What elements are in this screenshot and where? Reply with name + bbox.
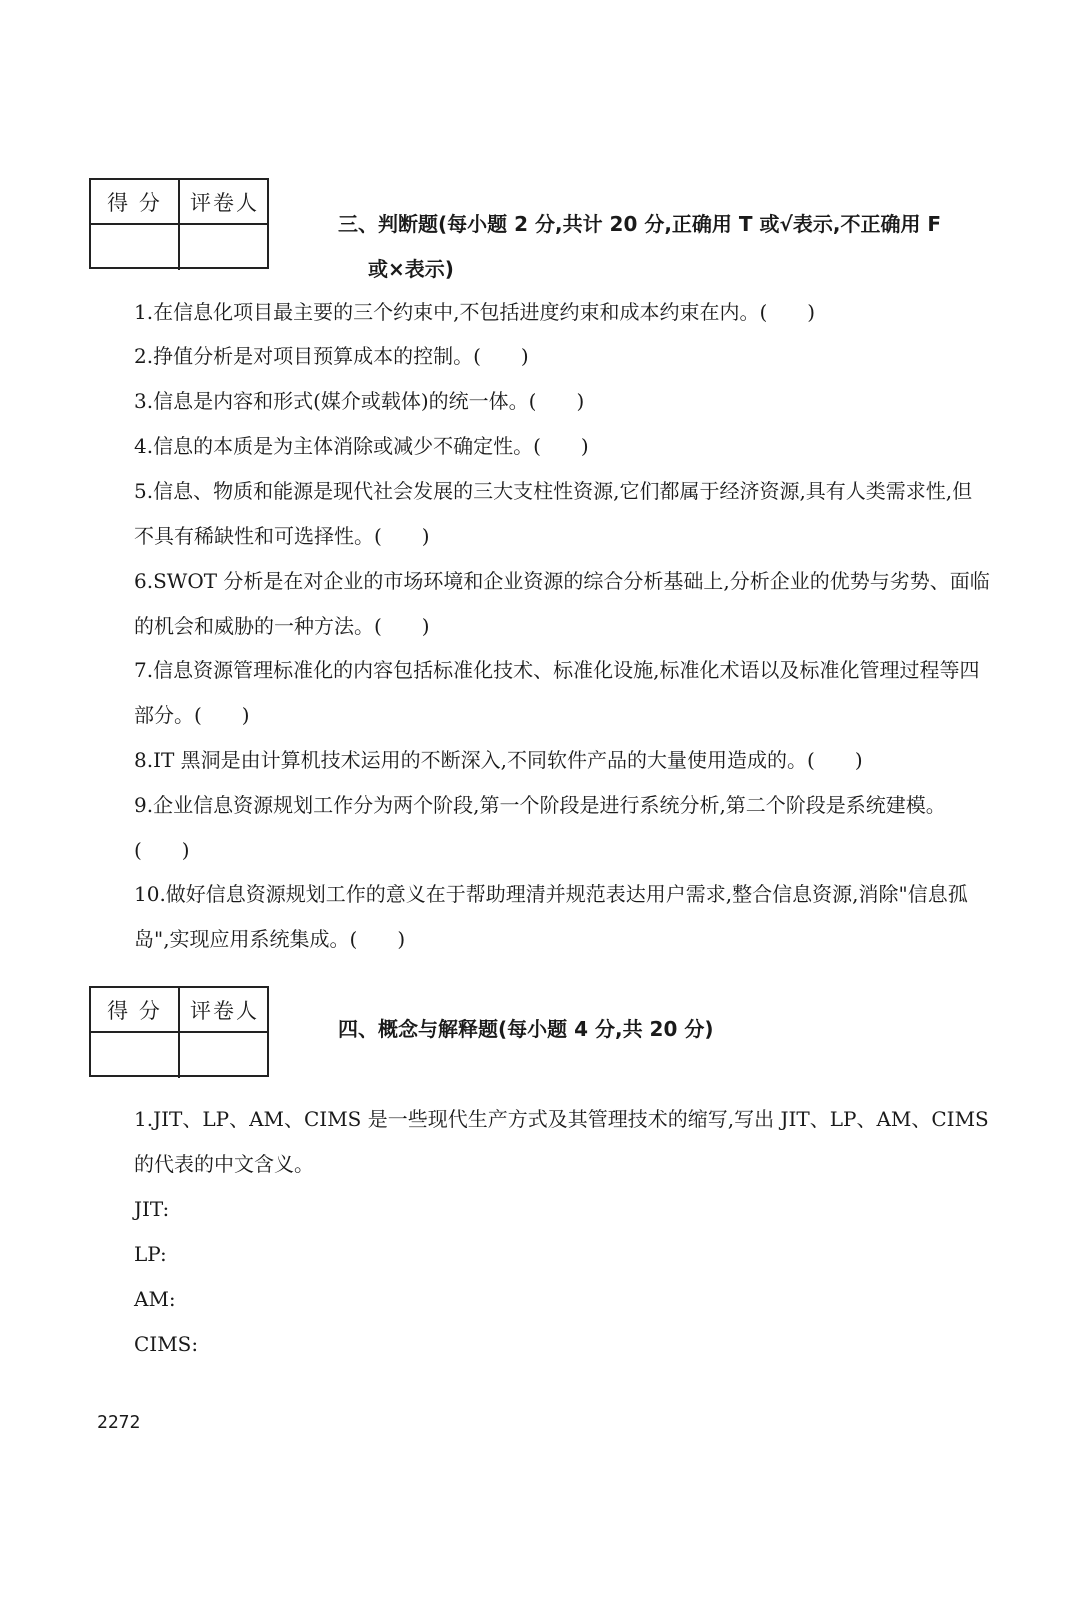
score-box-section4 [89, 986, 269, 1077]
question-10: 10.做好信息资源规划工作的意义在于帮助理清并规范表达用户需求,整合信息资源,消除"信息孤岛",实现应用系统集成。( ) [134, 882, 968, 951]
score-field[interactable] [91, 1033, 180, 1078]
answer-am: AM: [134, 1287, 176, 1311]
question-6: 6.SWOT 分析是在对企业的市场环境和企业资源的综合分析基础上,分析企业的优势与劣势、面临的机会和威胁的一种方法。( ) [134, 569, 990, 638]
question-4: 4.信息的本质是为主体消除或减少不确定性。( ) [134, 434, 589, 458]
score-field[interactable] [91, 225, 180, 270]
grader-label: 评卷人 [180, 180, 269, 225]
question-5: 5.信息、物质和能源是现代社会发展的三大支柱性资源,它们都属于经济资源,具有人类需求性,但不具有稀缺性和可选择性。( ) [134, 479, 973, 548]
section4-title: 四、概念与解释题(每小题 4 分,共 20 分) [338, 1017, 714, 1041]
section4-question-1: 1.JIT、LP、AM、CIMS 是一些现代生产方式及其管理技术的缩写,写出 JIT、LP、AM、CIMS 的代表的中文含义。 [134, 1107, 989, 1176]
question-1: 1.在信息化项目最主要的三个约束中,不包括进度约束和成本约束在内。( ) [134, 300, 816, 324]
grader-field[interactable] [180, 225, 269, 270]
grader-label: 评卷人 [180, 988, 269, 1033]
question-9: 9.企业信息资源规划工作分为两个阶段,第一个阶段是进行系统分析,第二个阶段是系统建模。( ) [134, 793, 946, 862]
question-7: 7.信息资源管理标准化的内容包括标准化技术、标准化设施,标准化术语以及标准化管理过程等四部分。( ) [134, 658, 980, 727]
answer-cims: CIMS: [134, 1332, 199, 1356]
section3-title-line2: 或×表示) [368, 257, 454, 281]
answer-lp: LP: [134, 1242, 167, 1266]
question-3: 3.信息是内容和形式(媒介或载体)的统一体。( ) [134, 389, 585, 413]
answer-jit: JIT: [134, 1197, 170, 1221]
section3-title-line1: 三、判断题(每小题 2 分,共计 20 分,正确用 T 或√表示,不正确用 F [338, 212, 942, 236]
page-number: 2272 [97, 1412, 141, 1433]
score-label: 得 分 [91, 180, 180, 225]
question-2: 2.挣值分析是对项目预算成本的控制。( ) [134, 344, 529, 368]
grader-field[interactable] [180, 1033, 269, 1078]
question-8: 8.IT 黑洞是由计算机技术运用的不断深入,不同软件产品的大量使用造成的。( ) [134, 748, 863, 772]
score-label: 得 分 [91, 988, 180, 1033]
score-box-section3 [89, 178, 269, 269]
